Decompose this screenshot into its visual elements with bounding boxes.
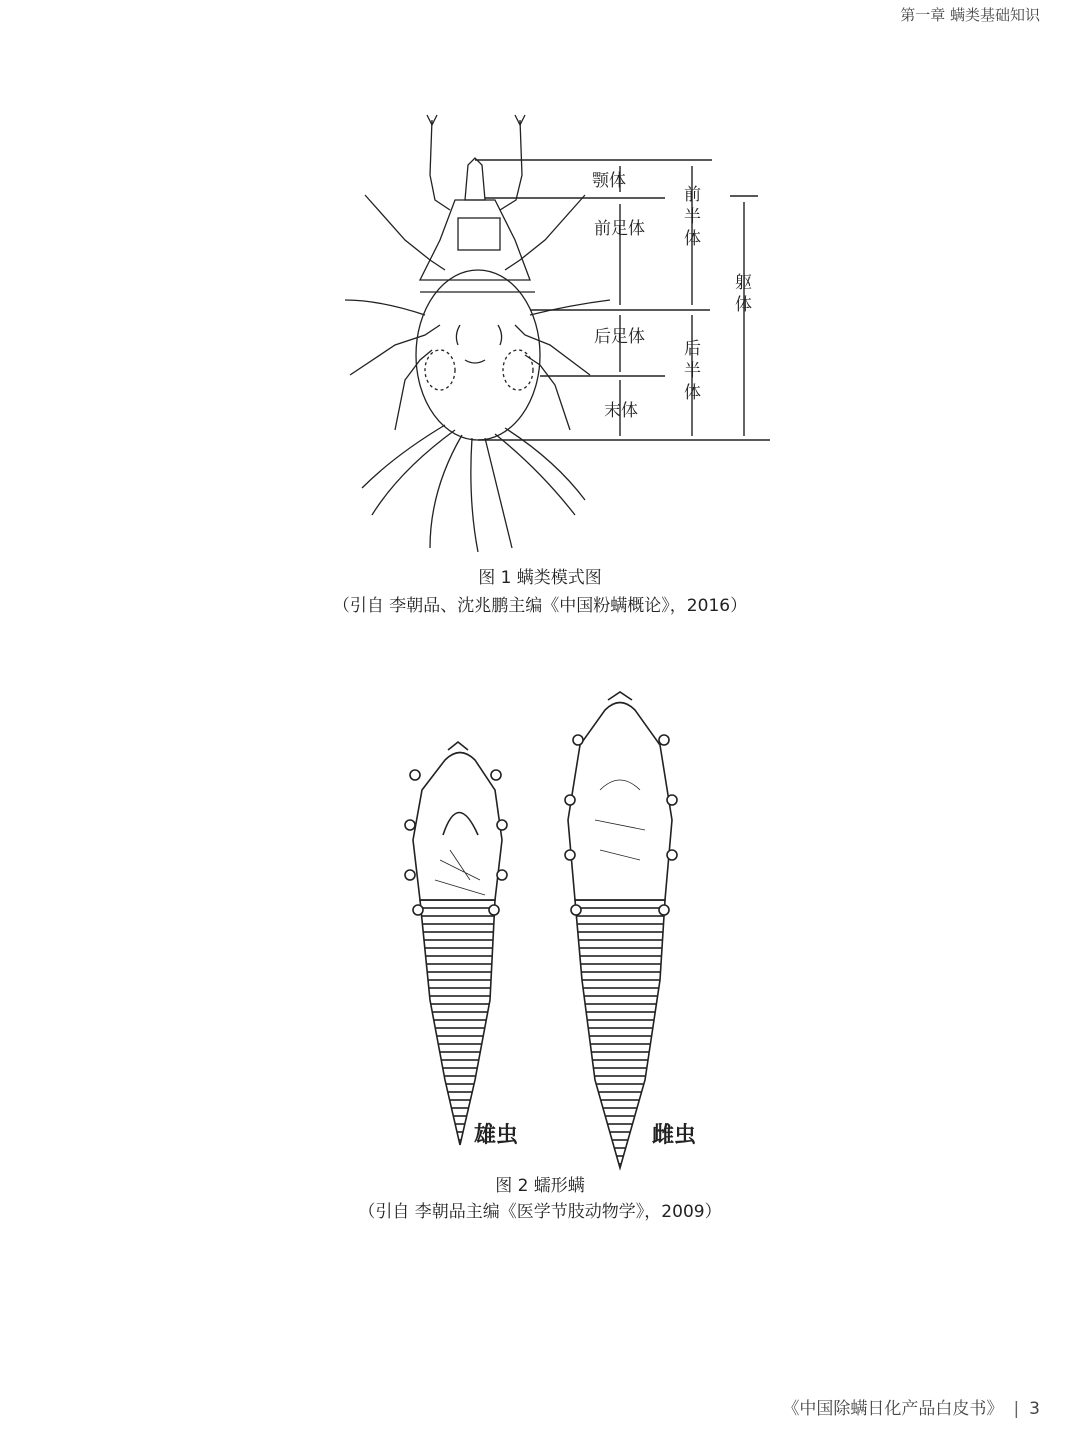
label-body-2: 体 (735, 295, 752, 315)
label-anterior-half-3: 体 (684, 229, 701, 249)
figure1-labels (592, 171, 752, 421)
figure1-source: （引自 李朝品、沈兆鹏主编《中国粉螨概论》，2016） (332, 596, 748, 616)
label-gnathosoma: 颚体 (592, 171, 626, 191)
label-metapodosoma: 后足体 (594, 327, 645, 347)
figure1-caption: 图 1 螨类模式图 (478, 568, 602, 588)
label-posterior-half-1: 后 (684, 339, 701, 359)
label-anterior-half-2: 半 (684, 207, 701, 227)
label-body-1: 躯 (735, 273, 752, 293)
label-propodosoma: 前足体 (594, 219, 645, 239)
book-title: 《中国除螨日化产品白皮书》 (782, 1399, 1004, 1419)
footer-separator: | (1013, 1399, 1020, 1419)
chapter-header: 第一章 螨类基础知识 (900, 6, 1040, 24)
page-footer (782, 1394, 1040, 1419)
mite-schematic-figure (330, 110, 780, 560)
page-number: 3 (1029, 1399, 1040, 1419)
label-posterior-half-2: 半 (684, 361, 701, 381)
demodex-figure (390, 680, 730, 1180)
figure2-source: （引自 李朝品主编《医学节肢动物学》，2009） (358, 1202, 722, 1222)
label-opisthosoma: 末体 (604, 401, 638, 421)
label-anterior-half-1: 前 (684, 185, 701, 205)
label-posterior-half-3: 体 (684, 383, 701, 403)
label-male: 雄虫 (474, 1122, 519, 1148)
label-female: 雌虫 (652, 1122, 697, 1148)
figure2-caption: 图 2 蠕形螨 (495, 1176, 585, 1196)
